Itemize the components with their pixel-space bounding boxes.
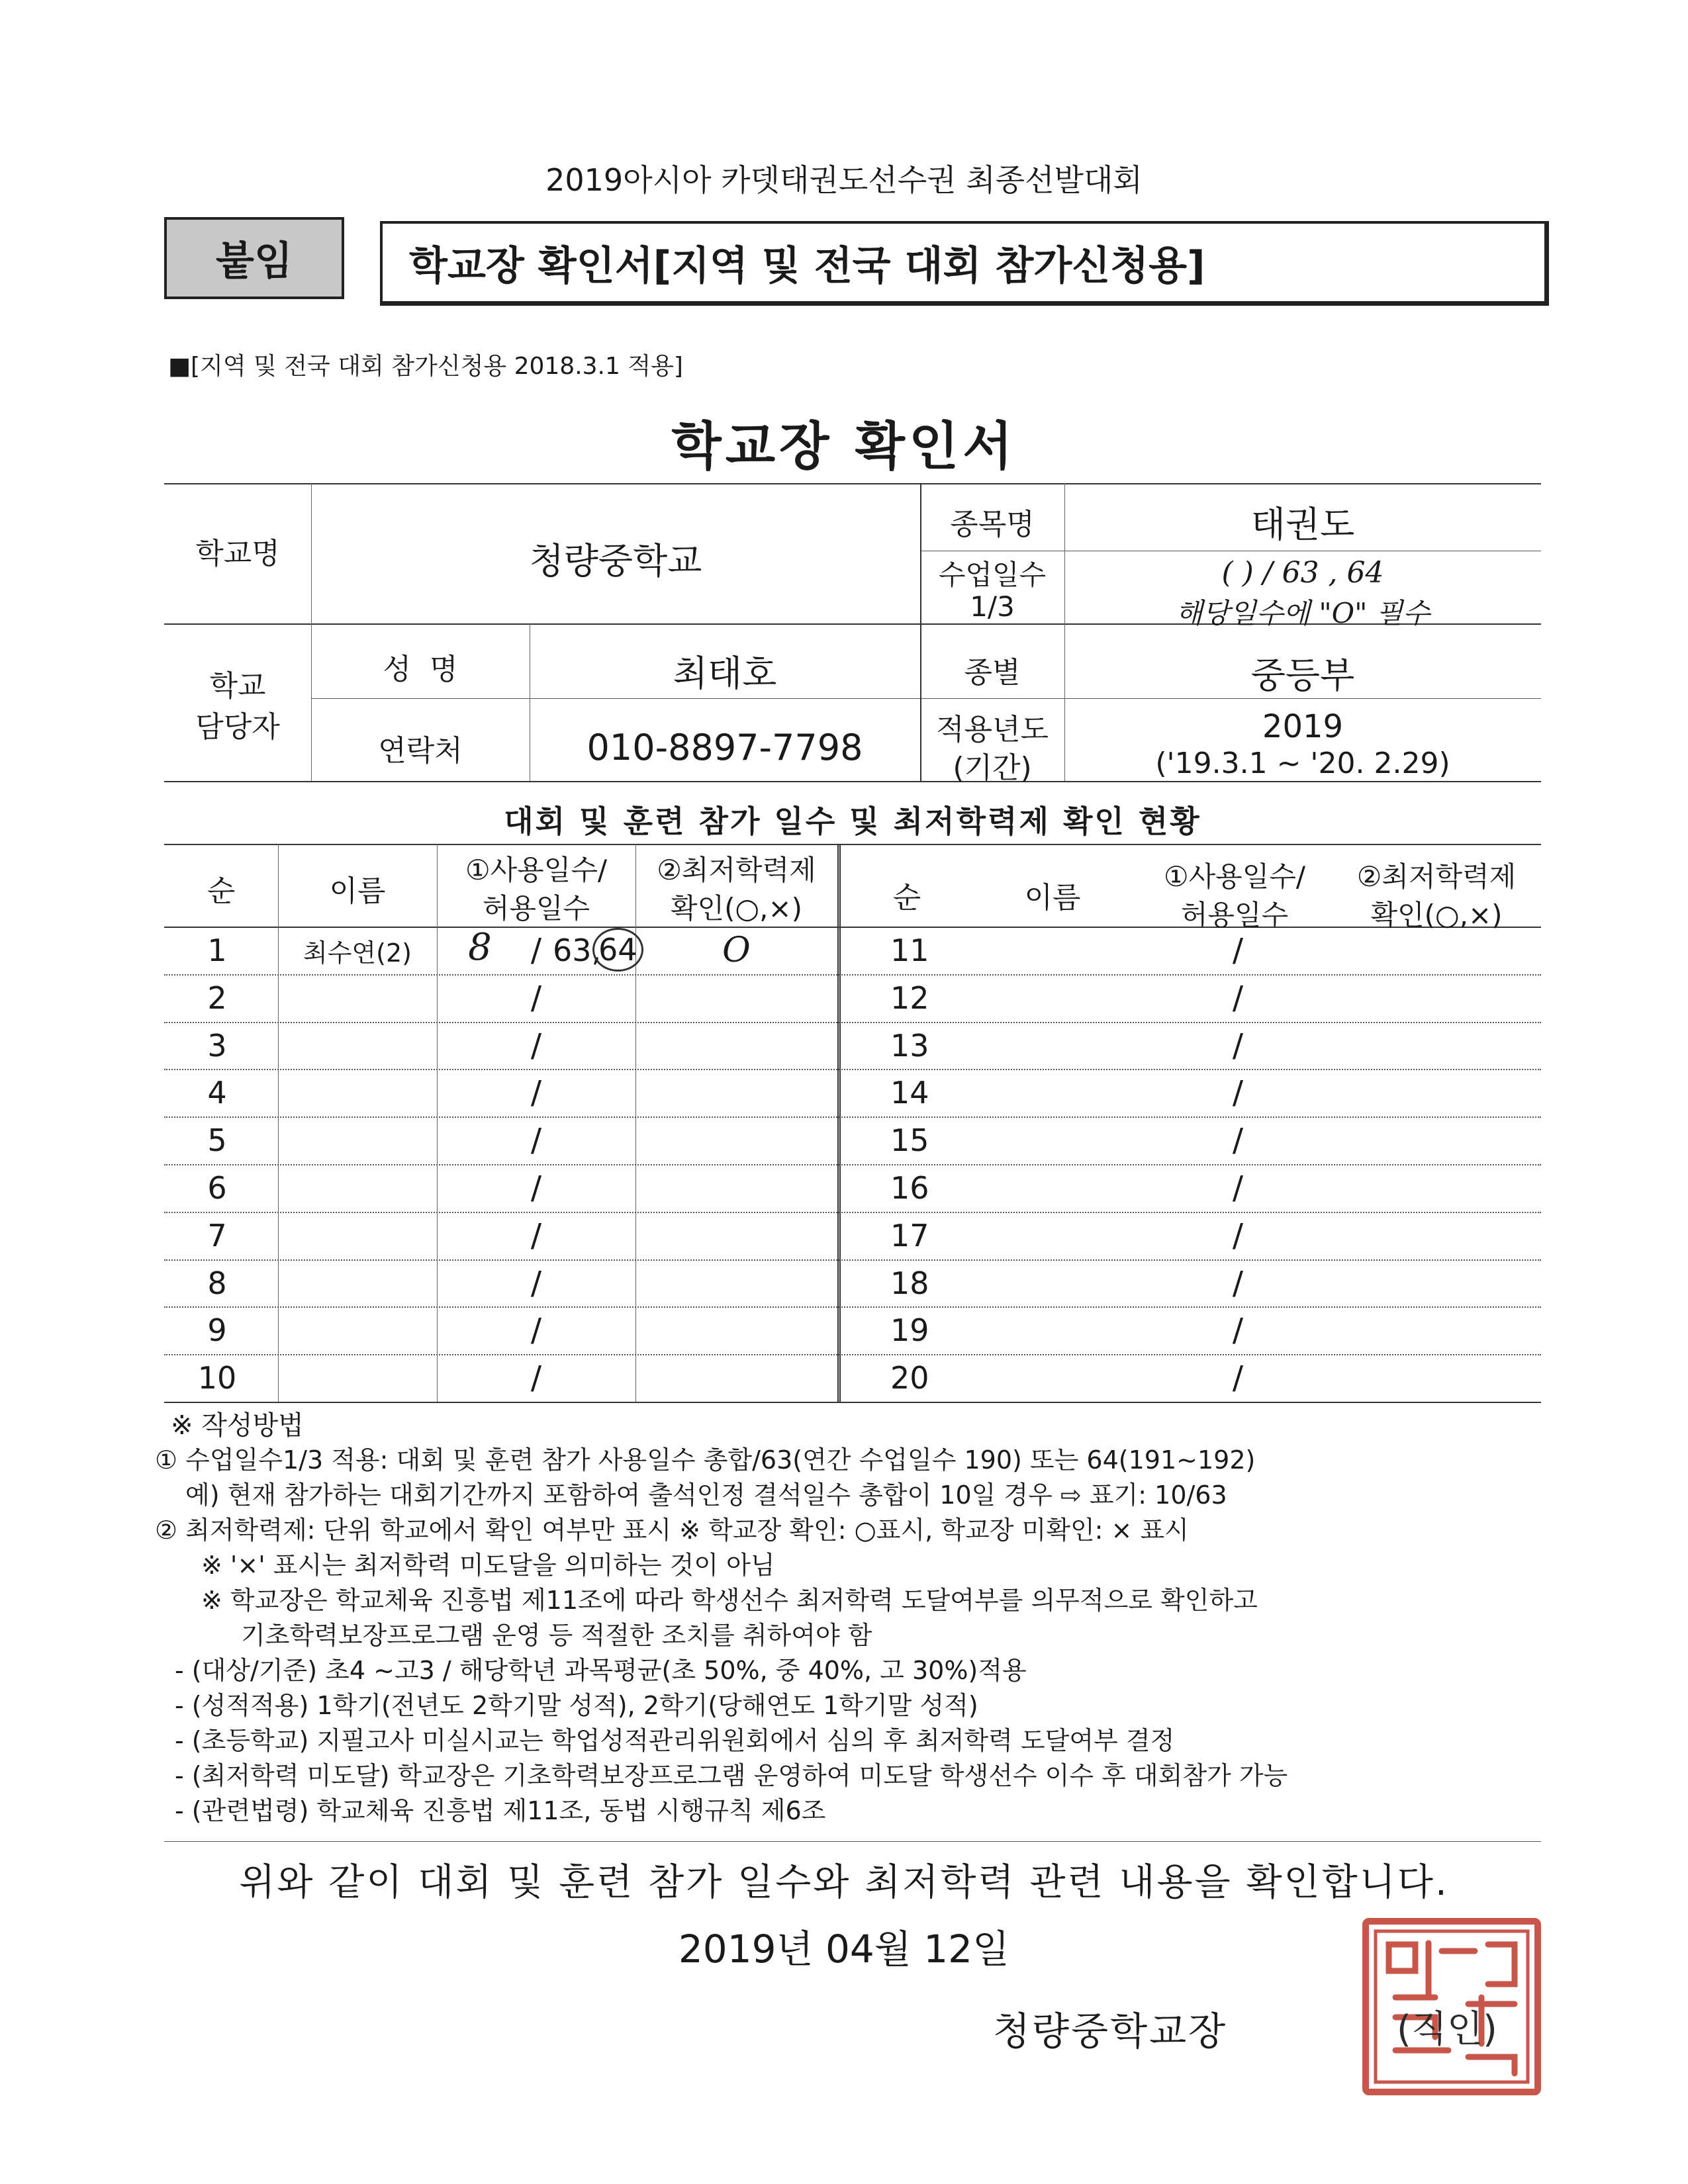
year-label: 적용년도: [935, 713, 1049, 747]
row-divider: [164, 1354, 1541, 1355]
row-separator-right: /: [1232, 932, 1244, 969]
event-value: 태권도: [1250, 504, 1355, 545]
row-separator-right: /: [1232, 1169, 1244, 1206]
row-separator: /: [530, 1216, 542, 1254]
days-value: ( ) / 63 , 64: [1221, 556, 1384, 590]
row-name: 최수연(2): [303, 938, 412, 968]
row-number: 5: [207, 1122, 227, 1159]
row-number-right: 11: [890, 933, 929, 968]
instructions-list: [155, 1443, 1288, 1829]
row-separator-right: /: [1232, 1122, 1244, 1160]
contact-label: 연락처: [378, 734, 463, 768]
row-separator: /: [530, 1122, 542, 1160]
row-number: 6: [207, 1170, 227, 1206]
col-name: 이름: [329, 874, 386, 908]
instruction-line: ※ '×' 표시는 최저학력 미도달을 의미하는 것이 아님: [201, 1551, 775, 1580]
row-used-days: 8: [468, 926, 492, 969]
row-divider: [164, 1212, 1541, 1213]
instruction-line: - (대상/기준) 초4 ~고3 / 해당학년 과목평균(초 50%, 중 40%, 고 30%)적용: [175, 1656, 1027, 1685]
instruction-line: 예) 현재 참가하는 대회기간까지 포함하여 출석인정 결석일수 총합이 10일 경우 ⇨ 표기: 10/63: [185, 1480, 1227, 1510]
year-period: ('19.3.1 ~ '20. 2.29): [1155, 747, 1450, 780]
row-number-right: 16: [890, 1170, 929, 1206]
row-number-right: 20: [890, 1360, 929, 1396]
row-number-right: 17: [890, 1217, 929, 1253]
header-title: 2019아시아 카뎃태권도선수권 최종선발대회: [545, 162, 1143, 198]
attachment-label: 붙임: [164, 217, 344, 299]
principal-name: 청량중학교장: [993, 2009, 1228, 2054]
row-divider: [164, 1116, 1541, 1118]
col-days-right-2: 허용일수: [1180, 899, 1289, 931]
row-separator: /: [530, 932, 542, 969]
row-separator-right: /: [1232, 1312, 1244, 1349]
division-value: 중등부: [1250, 655, 1355, 696]
date: 2019년 04월 12일: [678, 1927, 1010, 1972]
row-number: 8: [207, 1265, 227, 1301]
division-label: 종별: [964, 656, 1021, 690]
col-check-right: ②최저학력제: [1356, 860, 1517, 893]
col-no-right: 순: [892, 881, 921, 915]
year-label-2: (기간): [953, 751, 1032, 785]
manager-label-2: 담당자: [195, 710, 280, 744]
row-separator: /: [530, 979, 542, 1017]
col-no: 순: [207, 874, 236, 908]
seal-caption: (직인): [1397, 2008, 1497, 2051]
days-label: 수업일수: [938, 559, 1047, 591]
instruction-line: - (초등학교) 지필고사 미실시교는 학업성적관리위원회에서 심의 후 최저학력 도달여부 결정: [175, 1726, 1175, 1755]
row-divider: [164, 1164, 1541, 1165]
row-separator: /: [530, 1169, 542, 1206]
row-divider: [164, 1306, 1541, 1308]
row-number: 9: [207, 1312, 227, 1349]
row-separator: /: [530, 1264, 542, 1302]
row-allowed-days-circled: 64: [592, 928, 643, 972]
row-number-right: 12: [890, 979, 929, 1016]
row-divider: [164, 1069, 1541, 1070]
main-title: 학교장 확인서: [671, 417, 1017, 477]
school-value: 청량중학교: [529, 540, 702, 582]
row-separator: /: [530, 1312, 542, 1349]
instruction-line: - (관련법령) 학교체육 진흥법 제11조, 동법 시행규칙 제6조: [175, 1796, 826, 1825]
col-name-right: 이름: [1024, 881, 1081, 915]
row-number-right: 13: [890, 1027, 929, 1064]
days-label-fraction: 1/3: [970, 590, 1015, 623]
days-value-note: 해당일수에 "O" 필수: [1176, 597, 1430, 629]
instruction-line: - (최저학력 미도달) 학교장은 기초학력보장프로그램 운영하여 미도달 학생선수 이수 후 대회참가 가능: [175, 1761, 1288, 1790]
row-separator-right: /: [1232, 1026, 1244, 1064]
name-value: 최태호: [673, 653, 777, 694]
instruction-line: ① 수업일수1/3 적용: 대회 및 훈련 참가 사용일수 총합/63(연간 수업일수 190) 또는 64(191~192): [155, 1445, 1256, 1475]
contact-value: 010-8897-7798: [586, 727, 863, 768]
confirm-text: 위와 같이 대회 및 훈련 참가 일수와 최저학력 관련 내용을 확인합니다.: [239, 1861, 1449, 1904]
row-number-right: 19: [890, 1312, 929, 1349]
col-days-right: ①사용일수/: [1163, 860, 1306, 893]
row-separator-right: /: [1232, 1216, 1244, 1254]
row-separator: /: [530, 1074, 542, 1112]
row-number: 3: [207, 1027, 227, 1064]
school-label: 학교명: [195, 537, 280, 570]
row-separator-right: /: [1232, 1074, 1244, 1112]
form-title: 학교장 확인서[지역 및 전국 대회 참가신청용]: [380, 221, 1549, 306]
row-separator: /: [530, 1359, 542, 1397]
row-separator-right: /: [1232, 1359, 1244, 1397]
col-check-2: 확인(○,×): [670, 892, 803, 925]
instruction-line: - (성적적용) 1학기(전년도 2학기말 성적), 2학기(당해연도 1학기말 성적): [175, 1691, 978, 1720]
row-divider: [164, 1022, 1541, 1023]
row-check: O: [722, 931, 751, 970]
manager-label: 학교: [209, 669, 266, 703]
instructions-heading: ※ 작성방법: [171, 1410, 304, 1441]
row-number: 7: [207, 1217, 227, 1253]
instruction-line: 기초학력보장프로그램 운영 등 적절한 조치를 취하여야 함: [241, 1621, 872, 1650]
instruction-line: ② 최저학력제: 단위 학교에서 확인 여부만 표시 ※ 학교장 확인: ○표시, 학교장 미확인: × 표시: [155, 1516, 1189, 1545]
row-number: 4: [207, 1075, 227, 1111]
col-check-right-2: 확인(○,×): [1370, 899, 1503, 931]
row-separator-right: /: [1232, 1264, 1244, 1302]
row-allowed-days: 63,: [553, 933, 602, 968]
event-label: 종목명: [950, 508, 1035, 541]
row-number: 2: [207, 979, 227, 1016]
row-number-right: 14: [890, 1075, 929, 1111]
year-value: 2019: [1262, 708, 1344, 745]
row-separator-right: /: [1232, 979, 1244, 1017]
row-number-right: 15: [890, 1122, 929, 1159]
row-divider: [164, 1259, 1541, 1261]
col-check: ②최저학력제: [657, 854, 816, 886]
section-title: 대회 및 훈련 참가 일수 및 최저학력제 확인 현황: [504, 803, 1201, 839]
row-number: 1: [207, 933, 227, 968]
row-divider: [164, 974, 1541, 976]
instruction-line: ※ 학교장은 학교체육 진흥법 제11조에 따라 학생선수 최저학력 도달여부를 의무적으로 확인하고: [201, 1586, 1258, 1615]
row-number: 10: [197, 1360, 237, 1396]
col-days: ①사용일수/: [465, 854, 608, 886]
name-label: 성 명: [383, 653, 458, 686]
note-line: ■[지역 및 전국 대회 참가신청용 2018.3.1 적용]: [168, 353, 683, 380]
row-number-right: 18: [890, 1265, 929, 1301]
row-separator: /: [530, 1026, 542, 1064]
col-days-2: 허용일수: [482, 892, 590, 925]
